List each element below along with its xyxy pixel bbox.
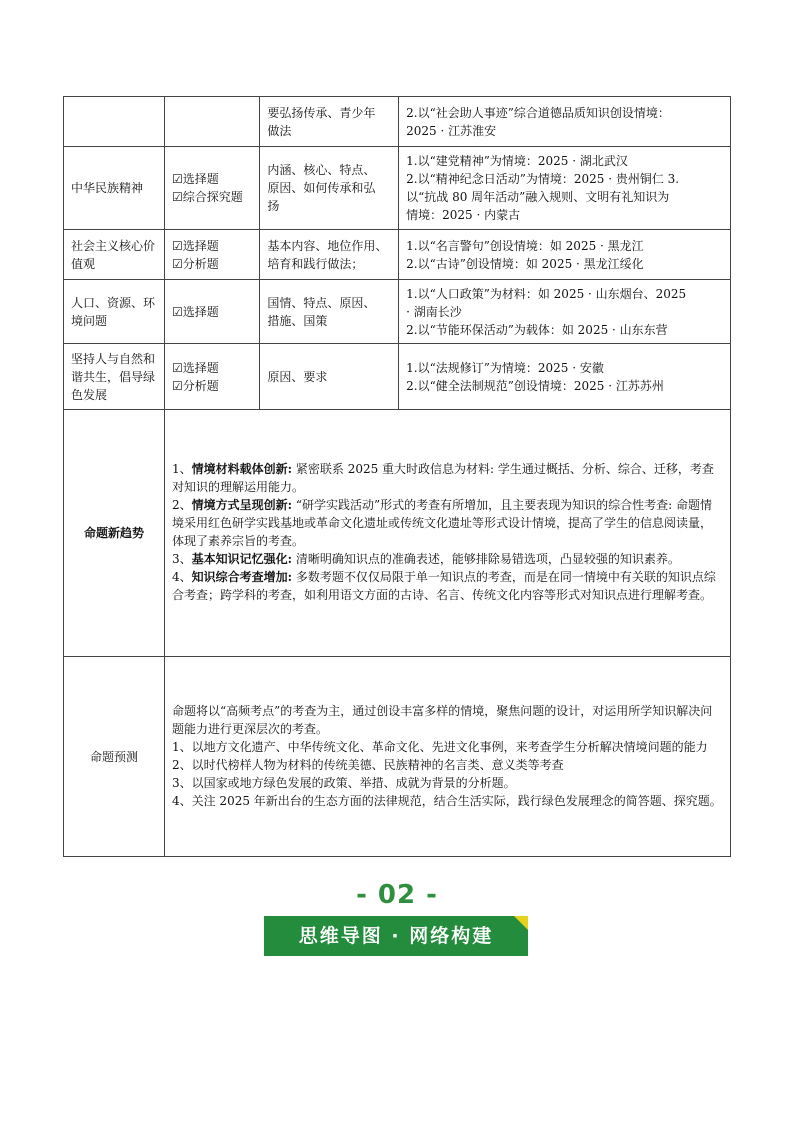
trend-item: 2、情境方式呈现创新: “研学实践活动”形式的考查有所增加，且主要表现为知识的综合性考查: 命题情境采用红色研学实践基地或革命文化遗址或传统文化遗址等形式设计情境，提高了学生的信息阅读量，体现了素养宗旨的考查。 [171,498,713,548]
type-cell [164,97,259,147]
points-cell: 基本内容、地位作用、 培育和践行做法； [260,230,399,280]
topic-cell [64,97,165,147]
topic-cell: 人口、资源、环境问题 [64,280,165,344]
forecast-line: 1、以地方文化遗产、中华传统文化、革命文化、先进文化事例，来考查学生分析解决情境问题的能力 [171,739,708,754]
forecast-row [64,657,731,857]
section-title: 思维导图 · 网络构建 [298,925,494,947]
cases-cell: 2.以“社会助人事迹”综合道德品质知识创设情境： 2025 · 江苏淮安 [399,97,731,147]
type-cell: ☑选择题 ☑分析题 [164,344,259,410]
cases-cell: 1.以“建党精神”为情境：2025 · 湖北武汉 2.以“精神纪念日活动”为情境：2025 · 贵州铜仁 3. 以“抗战 80 周年活动”融入规则、文明有礼知识为 情境：2025 · 内蒙古 [399,147,731,230]
table-row [64,344,731,410]
trends-label: 命题新趋势 [64,410,165,657]
table-row [64,147,731,230]
banner-corner-decoration [514,916,528,930]
forecast-line: 4、关注 2025 年新出台的生态方面的法律规范，结合生活实际，践行绿色发展理念的简答题、探究题。 [171,793,722,808]
points-cell: 要弘扬传承、青少年 做法 [260,97,399,147]
points-cell: 内涵、核心、特点、 原因、如何传承和弘 扬 [260,147,399,230]
table-row [64,97,731,147]
forecast-line: 2、以时代榜样人物为材料的传统美德、民族精神的名言类、意义类等考查 [171,757,564,772]
type-cell [164,147,259,230]
cases-cell: 1.以“法规修订”为情境：2025 · 安徽 2.以“健全法制规范”创设情境：2025 · 江苏苏州 [399,344,731,410]
exam-analysis-table [63,96,731,857]
table-row [64,280,731,344]
trend-item: 4、知识综合考查增加: 多数考题不仅仅局限于单一知识点的考查，而是在同一情境中有关联的知识点综合考查；跨学科的考查，如利用语文方面的古诗、名言、传统文化内容等形式对知识点进行理解考查。 [171,570,716,602]
topic-cell: 社会主义核心价值观 [64,230,165,280]
table-row [64,230,731,280]
points-cell: 原因、要求 [260,344,399,410]
forecast-line: 命题将以“高频考点”的考查为主，通过创设丰富多样的情境，聚焦问题的设计，对运用所学知识解决问题能力进行更深层次的考查。 [171,703,713,736]
trend-item: 3、基本知识记忆强化: 清晰明确知识点的准确表述，能够排除易错选项，凸显较强的知识素养。 [171,552,680,566]
section-title-banner [264,916,528,956]
trend-item: 1、情境材料载体创新: 紧密联系 2025 重大时政信息为材料: 学生通过概括、分析、综合、迁移，考查对知识的理解运用能力。 [171,462,714,494]
cases-cell: 1.以“名言警句”创设情境：如 2025 · 黑龙江 2.以“古诗”创设情境：如 2025 · 黑龙江绥化 [399,230,731,280]
forecast-label: 命题预测 [64,657,165,857]
checkbox-choice: ☑选择题 [171,172,219,186]
trends-content [164,410,730,657]
trends-row [64,410,731,657]
forecast-content [164,657,730,857]
cases-cell: 1.以“人口政策”为材料：如 2025 · 山东烟台、2025 · 湖南长沙 2.以“节能环保活动”为载体：如 2025 · 山东东营 [399,280,731,344]
type-cell: ☑选择题 [164,280,259,344]
forecast-line: 3、以国家或地方绿色发展的政策、举措、成就为背景的分析题。 [171,775,516,790]
points-cell: 国情、特点、原因、 措施、国策 [260,280,399,344]
topic-cell: 坚持人与自然和谐共生，倡导绿色发展 [64,344,165,410]
type-cell: ☑选择题 ☑分析题 [164,230,259,280]
checkbox-inquiry: ☑综合探究题 [171,190,243,204]
topic-cell: 中华民族精神 [64,147,165,230]
section-number: - 02 - [356,880,438,910]
